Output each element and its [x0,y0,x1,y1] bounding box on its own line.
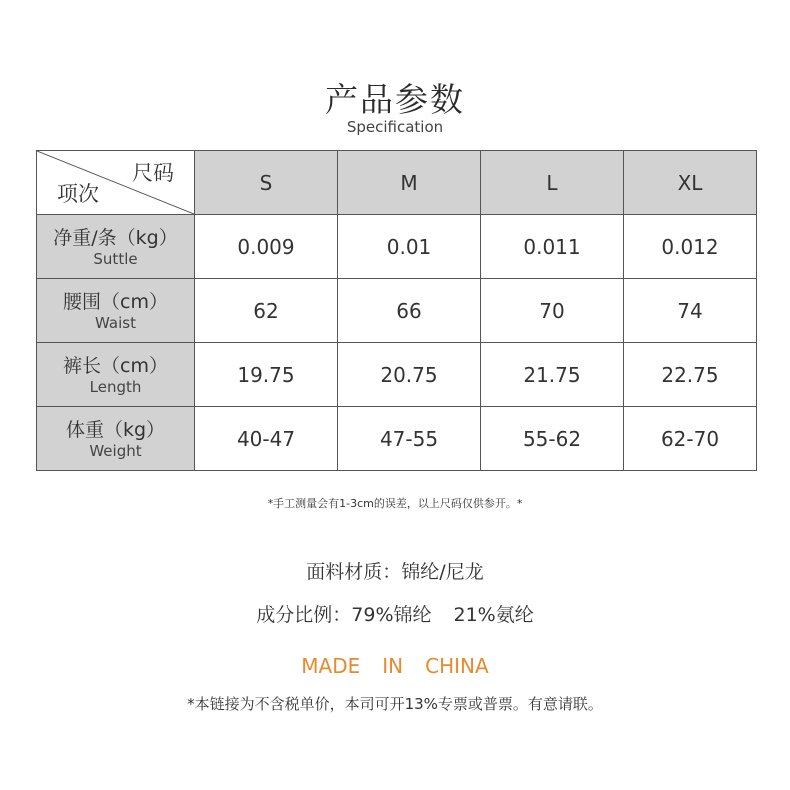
corner-size-label: 尺码 [132,161,174,185]
row-header-cn: 体重（kg） [65,418,166,441]
table-header-row [37,151,757,215]
page-subtitle: Specification [346,118,444,136]
table-cell: 66 [338,279,481,343]
table-cell: 20.75 [338,343,481,407]
page-title: 产品参数 [325,80,465,119]
row-header-cn: 净重/条（kg） [53,226,178,249]
table-cell: 74 [624,279,757,343]
made-word: MADE [301,654,361,678]
table-row [37,215,757,279]
table-cell: 19.75 [195,343,338,407]
table-cell: 70 [481,279,624,343]
composition-suffix: 21%氨纶 [453,604,534,626]
measurement-note: *手工测量会有1-3cm的误差，以上尺码仅供参开。* [267,497,523,510]
row-header [37,343,195,407]
row-header-en: Weight [89,441,142,460]
table-cell: 22.75 [624,343,757,407]
table-cell: 62 [195,279,338,343]
table-cell: 40-47 [195,407,338,471]
made-in-china [0,654,790,678]
row-header-cn: 裤长（cm） [63,354,168,377]
fabric-material: 面料材质：锦纶/尼龙 [306,561,484,583]
invoice-note: *本链接为不含税单价，本司可开13%专票或普票。有意请联。 [187,695,603,713]
spec-table [36,150,757,471]
size-header: M [338,151,481,215]
table-cell: 55-62 [481,407,624,471]
table-row [37,343,757,407]
composition-prefix: 成分比例：79%锦纶 [256,604,432,626]
table-cell: 21.75 [481,343,624,407]
composition-ratio [0,600,790,627]
size-header: L [481,151,624,215]
table-cell: 47-55 [338,407,481,471]
row-header-en: Length [89,377,142,396]
table-cell: 0.011 [481,215,624,279]
table-row [37,279,757,343]
row-header [37,279,195,343]
table-cell: 0.009 [195,215,338,279]
table-cell: 0.012 [624,215,757,279]
table-corner-cell [37,151,195,215]
table-cell: 0.01 [338,215,481,279]
in-word: IN [382,654,404,678]
row-header [37,407,195,471]
corner-item-label: 项次 [57,182,99,206]
table-cell: 62-70 [624,407,757,471]
row-header-en: Waist [95,313,136,332]
china-word: CHINA [425,654,489,678]
size-header: XL [624,151,757,215]
row-header-en: Suttle [93,249,138,268]
row-header-cn: 腰围（cm） [63,290,168,313]
size-header: S [195,151,338,215]
table-row [37,407,757,471]
row-header [37,215,195,279]
